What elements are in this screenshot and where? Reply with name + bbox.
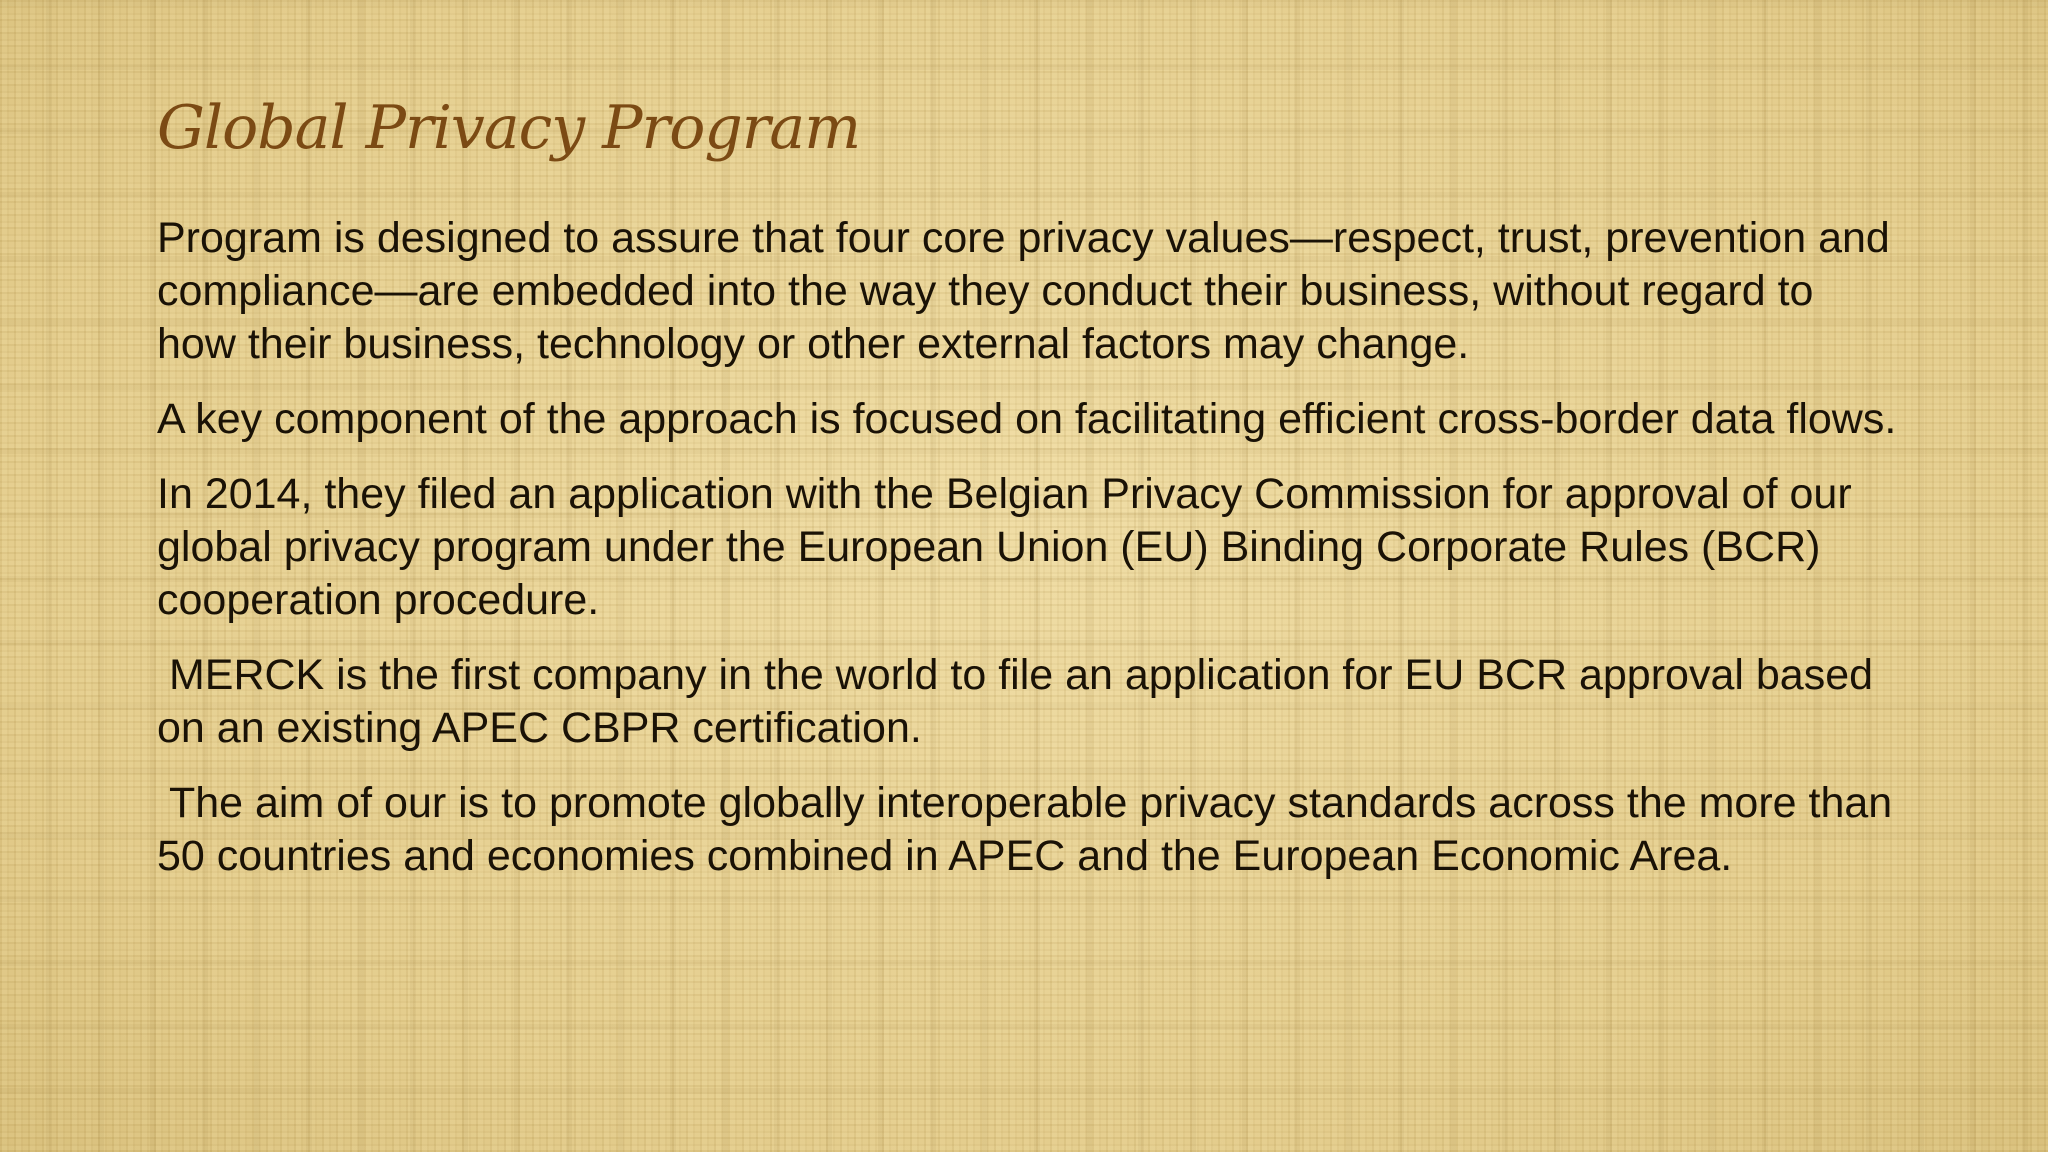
paragraph-program-design: Program is designed to assure that four core privacy values—respect, trust, prevention and compliance—are embedded into the way they conduct their business, without regard to how their business, technology or other external factors may change. (157, 214, 1902, 368)
paragraph-merck-first: MERCK is the first company in the world to file an application for EU BCR approval based on an existing APEC CBPR certification. (157, 651, 1885, 752)
paragraph-bcr-application: In 2014, they filed an application with the Belgian Privacy Commission for approval of our global privacy program under the European Union (EU) Binding Corporate Rules (BCR) cooperation procedure. (157, 470, 1864, 624)
paragraph-aim: The aim of our is to promote globally interoperable privacy standards across the more than 50 countries and economies combined in APEC and the European Economic Area. (157, 779, 1905, 880)
paragraph-cross-border: A key component of the approach is focused on facilitating efficient cross-border data flows. (157, 395, 1897, 443)
slide-title: Global Privacy Program (157, 93, 861, 163)
slide-body (157, 212, 1905, 905)
